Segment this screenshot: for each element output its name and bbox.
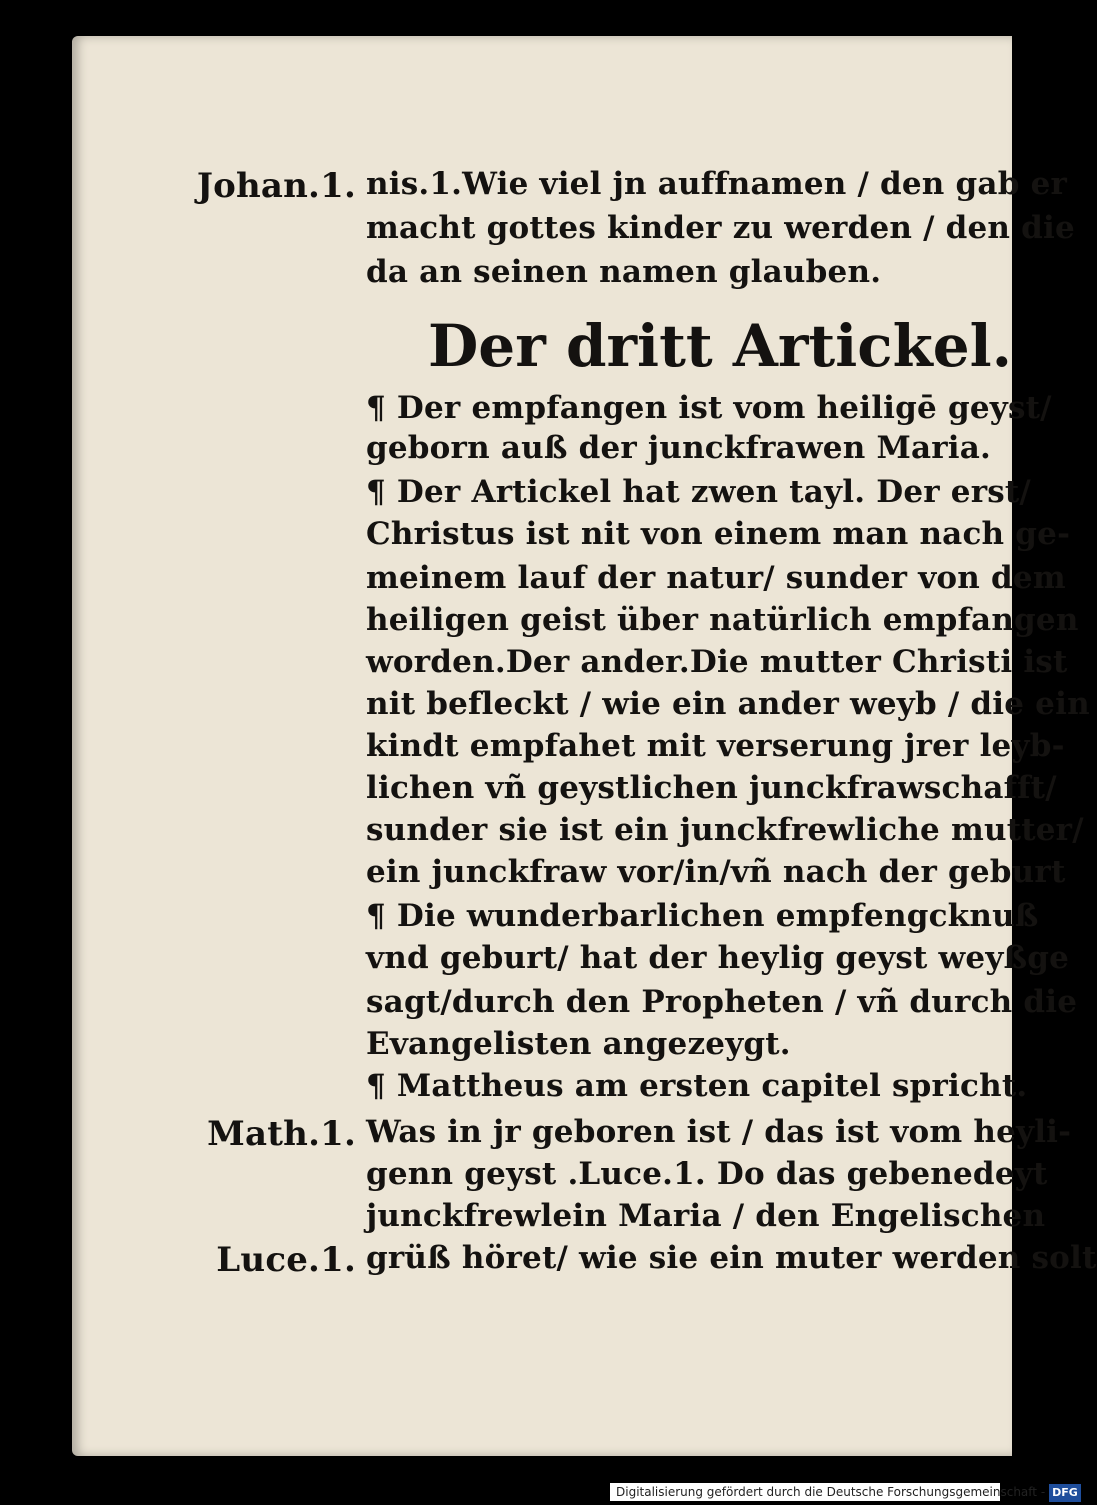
footer-text: Digitalisierung gefördert durch die Deutsche Forschungsgemeinschaft -: [616, 1485, 1046, 1499]
body-line: Was in jr geboren ist / das ist vom heyli-: [366, 1114, 1072, 1150]
body-line: ein junckfraw vor/in/vñ nach der geburt: [366, 854, 1066, 890]
section-heading: Der dritt Artickel.: [428, 312, 1012, 380]
intro-line: nis.1.Wie viel jn auffnamen / den gab er: [366, 166, 1068, 202]
body-line: ¶ Der Artickel hat zwen tayl. Der erst/: [366, 474, 1031, 510]
marginal-note-math: Math.1.: [207, 1114, 356, 1154]
body-line: kindt empfahet mit verserung jrer leyb-: [366, 728, 1065, 764]
body-line: sagt/durch den Propheten / vñ durch die: [366, 984, 1078, 1020]
body-line: meinem lauf der natur/ sunder von dem: [366, 560, 1066, 596]
body-line: nit befleckt / wie ein ander weyb / die ein: [366, 686, 1090, 722]
body-line: Evangelisten angezeygt.: [366, 1026, 791, 1062]
body-line: sunder sie ist ein junckfrewliche mutter/: [366, 812, 1084, 848]
body-line: ¶ Die wunderbarlichen empfengcknuß: [366, 898, 1039, 934]
dfg-logo: DFG: [1049, 1484, 1081, 1502]
body-line: geborn auß der junckfrawen Maria.: [366, 430, 992, 466]
body-line: junckfrewlein Maria / den Engelischen: [366, 1198, 1046, 1234]
body-line: worden.Der ander.Die mutter Christi ist: [366, 644, 1068, 680]
digitization-footer: [610, 1483, 1078, 1501]
marginal-note-johan: Johan.1.: [196, 166, 356, 206]
marginal-note-luce: Luce.1.: [216, 1240, 356, 1280]
intro-line: macht gottes kinder zu werden / den die: [366, 210, 1075, 246]
body-line: ¶ Der empfangen ist vom heiligē geyst/: [366, 390, 1052, 426]
body-line: ¶ Mattheus am ersten capitel spricht.: [366, 1068, 1028, 1104]
body-line: genn geyst .Luce.1. Do das gebenedeyt: [366, 1156, 1048, 1192]
intro-line: da an seinen namen glauben.: [366, 254, 882, 290]
body-line: vnd geburt/ hat der heylig geyst weyßge: [366, 940, 1070, 976]
body-line: Christus ist nit von einem man nach ge-: [366, 516, 1071, 552]
body-line: grüß höret/ wie sie ein muter werden solt: [366, 1240, 1097, 1276]
body-line: heiligen geist über natürlich empfangen: [366, 602, 1079, 638]
body-line: lichen vñ geystlichen junckfrawschafft/: [366, 770, 1057, 806]
